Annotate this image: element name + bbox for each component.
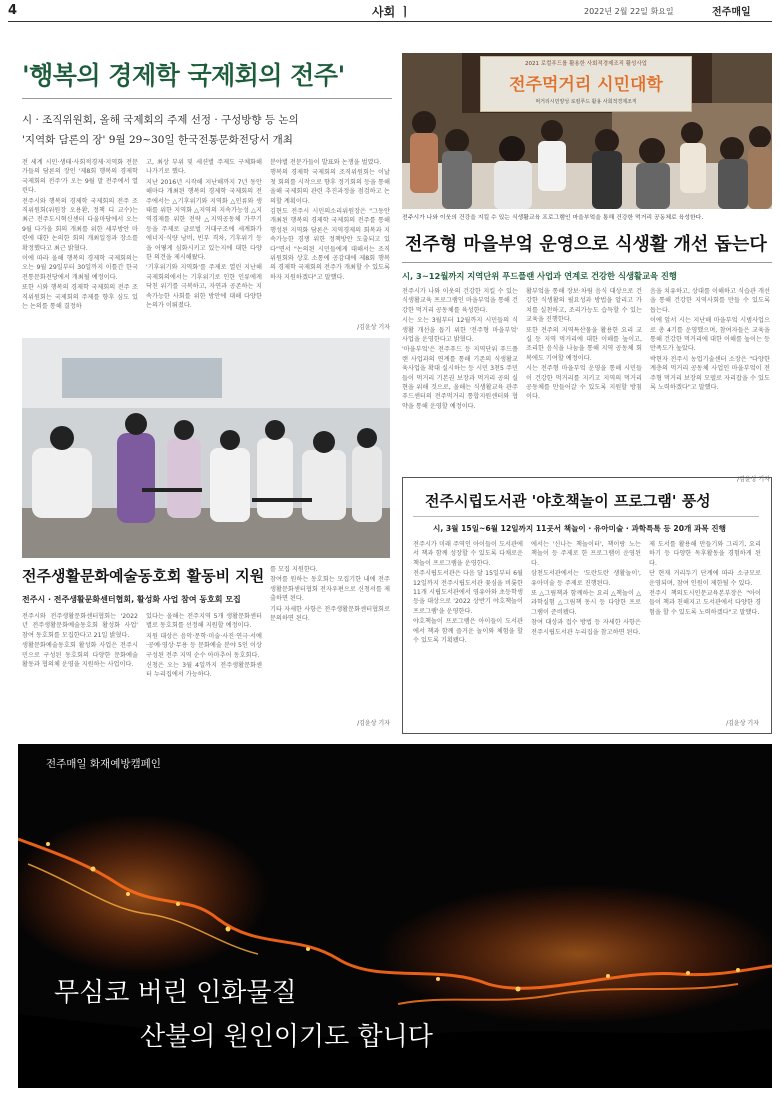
article1-col3 [270, 158, 390, 318]
paragraph: 신청은 오는 3월 4일까지 전주생활문화센터 누리집에서 가능하다. [146, 662, 262, 679]
banner-title: 전주먹거리 시민대학 [509, 75, 663, 95]
article2-photo [402, 53, 772, 209]
paragraph: 전주시 책의도시인문교육본부장은 "아이들이 책과 친해지고 도서관에서 다양한 경험을 할 수 있도록 노력하겠다"고 말했다. [649, 590, 761, 616]
paragraph: 활부엌을 통해 장보·차림 음식 대상으로 건강한 식생활의 필요성과 방법을 알리고 가치를 실천하고, 조리가능도 습득할 수 있는 교육을 진행한다. [526, 288, 642, 324]
paragraph: 전주시가 미래 주역인 아이들이 도서관에서 책과 함께 성장할 수 있도록 다채로운 책놀이 프로그램을 운영한다. [413, 541, 523, 567]
paragraph: 이에 따라 올해 행복의 경제학 국제회의는 오는 9월 29일부터 30일까지 이틀간 한국전통문화전당에서 개최될 예정이다. [22, 255, 138, 281]
article1-col1 [22, 158, 138, 326]
paragraph: 에서는 '신나는 책놀이터', 책이랑 노는 책놀이 등 주제로 한 프로그램이 운영된다. [531, 541, 641, 567]
paragraph: 참여를 원하는 동호회는 모집기한 내에 전주생활문화센터협회 전자우편으로 신청서를 제출하면 된다. [270, 576, 390, 603]
paper-name: 전주매일 [712, 7, 751, 18]
article1-col2 [146, 158, 262, 326]
page-header [0, 0, 780, 22]
paragraph: 전주시립도서관은 다음 달 15일부터 6월 12일까지 전주시립도서관 꽃심을 비롯한 11개 시립도서관에서 영유아와 초등학생 등을 대상으로 '2022 상반기 야호책놀이 프로그램'을 운영한다. [413, 570, 523, 615]
article4-box [402, 477, 772, 734]
paragraph: 시는 전주형 마을부엌 운영을 통해 시민들이 건강한 먹거리를 지키고 지역의 먹거리 공동체를 만들어갈 수 있도록 지원할 방침이다. [526, 365, 642, 401]
paragraph: 단 현재 거리두기 단계에 따라 소규모로 운영되며, 참여 인원이 제한될 수 있다. [649, 570, 761, 587]
article1-title-rule [22, 98, 392, 99]
article4-col3 [649, 540, 761, 715]
paragraph: 야호책놀이 프로그램은 아이들이 도서관에서 책과 함께 즐거운 놀이와 체험을 할 수 있도록 기획됐다. [413, 618, 523, 645]
banner-sign [480, 56, 692, 112]
article4-col1 [413, 540, 523, 725]
article3-col2 [146, 612, 262, 727]
issue-date: 2022년 2월 22일 화요일 [584, 7, 674, 16]
article1-subtitle-1: 시 · 조직위원회, 올해 국제회의 주제 선정 · 구성방향 등 논의 [22, 114, 299, 126]
paragraph: 기타 자세한 사항은 전주생활문화센터협회로 문의하면 된다. [270, 605, 390, 623]
article1-subtitle-2: '지역화 담론의 장' 9월 29~30일 한국전통문화전당서 개최 [22, 134, 293, 146]
article4-title: 전주시립도서관 '야호책놀이 프로그램' 풍성 [425, 492, 711, 510]
page-number: 4 [8, 3, 18, 18]
paragraph: 전주시가 나와 이웃의 건강한 지킬 수 있는 식생활교육 프로그램인 마을부엌을 통해 건강한 먹거리 공동체를 육성한다. [402, 288, 518, 314]
fire-campaign-ad [18, 744, 772, 1088]
paragraph: 또 △그림책과 함께하는 요리 △책놀이 △과학실험 △그림책 동시 등 다양한 프로그램이 준비됐다. [531, 590, 641, 616]
article2-caption: 전주시가 나와 이웃의 건강을 지킬 수 있는 식생활교육 프로그램인 마을부엌을 통해 건강한 먹거리 공동체로 육성한다. [402, 215, 704, 221]
banner-sub: 먹거리시민양성 로컬푸드 활용 사회적경제조직 [535, 99, 637, 105]
article3-col3 [270, 565, 390, 715]
campaign-line1: 무심코 버린 인화물질 [54, 978, 297, 1008]
article2-col1 [402, 287, 518, 482]
article4-title-rule [413, 516, 759, 517]
article2-col3 [650, 287, 770, 472]
campaign-line2: 산불의 원인이기도 합니다 [140, 1022, 433, 1052]
paragraph: '마을부엌'은 전주푸드 등 지역단위 푸드플랜 사업과의 연계를 통해 기존의 식생활교육사업을 확대 실시하는 등 시민 3천5 주민들이 먹거리 기본권 보장과 먹거리 공의 실현을 위해 것으로, 올해는 식생활교육 관주푸드센터의 전주먹거리 통합지원센터와 협약을 통해 운영할 예정이다. [402, 346, 518, 410]
banner-sign-text: 2021 로컬푸드를 활용한 사회적경제조직 활성사업 [525, 61, 647, 67]
header-rule [8, 21, 772, 22]
paragraph: 분야별 전문가들이 발표와 논쟁을 벌였다. [270, 159, 382, 166]
paragraph: 를 모집 지원한다. [270, 566, 318, 573]
performance-photo [22, 338, 390, 558]
article3-subtitle: 전주시 · 전주생활문화센터협회, 활성화 사업 참여 동호회 모집 [22, 595, 241, 604]
article3-photo [22, 338, 390, 558]
paragraph: 또한 시와 행복의 경제학 국제회의 전주 조직위원회는 국제회의 주제를 향후 심도 있는 논의를 통해 결정하 [22, 284, 138, 311]
paragraph: '기후위기와 지역화'를 주제로 열린 지난해 국제회의에서는 기후위기로 인한 인류에게 닥친 위기를 극복하고, 자연과 공존하는 지속가능한 사회를 위한 방안에 대해 다양한 논의가 이뤄졌다. [146, 264, 262, 310]
campaign-label: 전주매일 화재예방캠페인 [46, 758, 161, 770]
section-label: 사회 ㅣ [372, 5, 411, 19]
paragraph: 제 도서를 활용해 만들기와 그리기, 요리하기 등 다양한 독후활동을 경험하게 된다. [649, 541, 761, 567]
paragraph: 김현도 전주시 시민의소리위원장은 "그동안 개최된 행복의 경제학 국제회의 전주를 통해 행성된 지역화 담론은 지역경제의 회복과 지속가능한 경쟁 위한 정책방안 도출되고 있다"면서 "논의된 시민들에게 대해서는 조직위원회와 상호 소통에 공감대에 제8회 행복의 경제학 국제회의 전주가 개최할 수 있도록 하자 지원하겠다"고 말했다. [270, 208, 390, 281]
article4-col2 [531, 540, 641, 725]
article2-title: 전주형 마을부엌 운영으로 식생활 개선 돕는다 [405, 234, 767, 255]
paragraph: 시는 오는 3월부터 12월까지 시민들의 식생활 개선을 돕기 위한 '전주형 마을부엌' 사업을 운영한다고 밝혔다. [402, 317, 518, 344]
paragraph: 음을 치유하고, 상대를 이해하고 식습관 개선을 통해 건강한 지역사회를 만들 수 있도록 돕는다. [650, 288, 770, 314]
article1-byline: /김윤상 기자 [357, 324, 390, 331]
paragraph: 박현자 전주시 농업기술센터 소장은 "다양한 계층의 먹거리 공동체 사업인 마을부엌이 전주형 먹거리 보장의 모델로 자리잡을 수 있도록 노력하겠다"고 말했다. [650, 355, 770, 392]
article2-subtitle: 시, 3~12월까지 지역단위 푸드플랜 사업과 연계로 건강한 식생활교육 진행 [402, 271, 677, 281]
paragraph: 전주시와 전주생활문화센터협회는 '2022년 전주생활문화예술동호회 활성화 사업' 참여 동호회를 모집한다고 21일 밝혔다. [22, 613, 138, 639]
paragraph: 참여 대상과 접수 방법 등 자세한 사항은 전주시립도서관 누리집을 참고하면 된다. [531, 619, 641, 636]
paragraph: 지원 대상은 음악·문학·미술·사진·연극·서예·공예·영상·무용 등 문화예술 분야 5인 이상 구성된 전주 지역 순수 아마추어 동호회다. [146, 632, 262, 659]
article3-byline: /김윤상 기자 [357, 720, 390, 727]
paragraph: 전주시와 행복의 경제학 국제회의 전주 조직위원회(위원장 오용환, 정책 디 교수)는 최근 전주도시혁신센터 다울마당에서 오는 9월 다가올 회의 개최를 위한 세부방안 마련에 대한 논의한 회의 개최일정과 장소를 확정했다고 최근 밝혔다. [22, 197, 138, 252]
paragraph: 지난 2016년 시작해 지난해까지 7년 동안 해마다 개최된 행복의 경제학 국제회의 전주에서는 △기후위기와 지역화 △인류와 생태를 위한 지역화 △지역의 지속가능성 △지역경제를 위한 전략 △지역공동체 가꾸기 등을 주제로 글로벌 거대구조에 세계화가 에너지·식량 낭비, 빈부 격차, 기후위기 등을 어떻게 심화시키고 있는지에 대한 다양한 의견을 제시해왔다. [146, 178, 262, 262]
article1-title: '행복의 경제학 국제회의 전주' [22, 61, 345, 90]
article2-byline: /김윤상 기자 [737, 476, 770, 483]
paragraph: 이에 앞서 시는 지난해 마을부엌 시범사업으로 총 4기를 운영했으며, 참여자들은 교육을 통해 건강한 먹거리에 대한 이해를 높이는 등 만족도가 높았다. [650, 317, 770, 353]
paragraph: 고, 최상 부위 및 세션별 주제도 구체화해 나가기로 했다. [146, 159, 262, 176]
paragraph: 행복의 경제학 국제회의 조직위원회는 이날 첫 회의를 시작으로 향후 정기회의 등을 통해 올해 국제회의 관련 추진과정을 점검하고 논의할 계획이다. [270, 169, 390, 205]
paragraph: 또한 전주의 지역특산물을 활용한 요리 교실 등 지역 먹거리에 대한 이해를 높이고, 조리한 음식을 나눔을 통해 지역 공동체 회복에도 기여할 예정이다. [526, 326, 642, 362]
article4-byline: /김윤상 기자 [726, 720, 759, 727]
paragraph: 삼천도서관에서는 '도란도란 생활놀이', 유아미술 등 주제로 진행된다. [531, 570, 641, 587]
article2-title-rule [402, 262, 772, 263]
paragraph: 있다는 올해는 전주지역 5개 생활문화센터 별로 동호회를 선정해 지원할 예정이다. [146, 613, 262, 630]
article4-subtitle: 시, 3월 15일~6월 12일까지 11곳서 책놀이 · 유아미술 · 과학특톡 등 20개 과목 진행 [433, 524, 726, 533]
article3-col1 [22, 612, 138, 727]
article3-title: 전주생활문화예술동호회 활동비 지원 [22, 567, 265, 585]
article2-col2 [526, 287, 642, 482]
paragraph: 생활문화예술동호회 활성화 사업은 전주시민으로 구성된 동호회의 다양한 문화예술 활동과 협의체 운영을 지원하는 사업이다. [22, 642, 138, 669]
paragraph: 전 세계 시민·생태·사회적경제·지역화 전문가들의 담론의 장인 '제8회 행복의 경제학 국제회의 전주'가 오는 9월 말 전주에서 열린다. [22, 159, 138, 195]
